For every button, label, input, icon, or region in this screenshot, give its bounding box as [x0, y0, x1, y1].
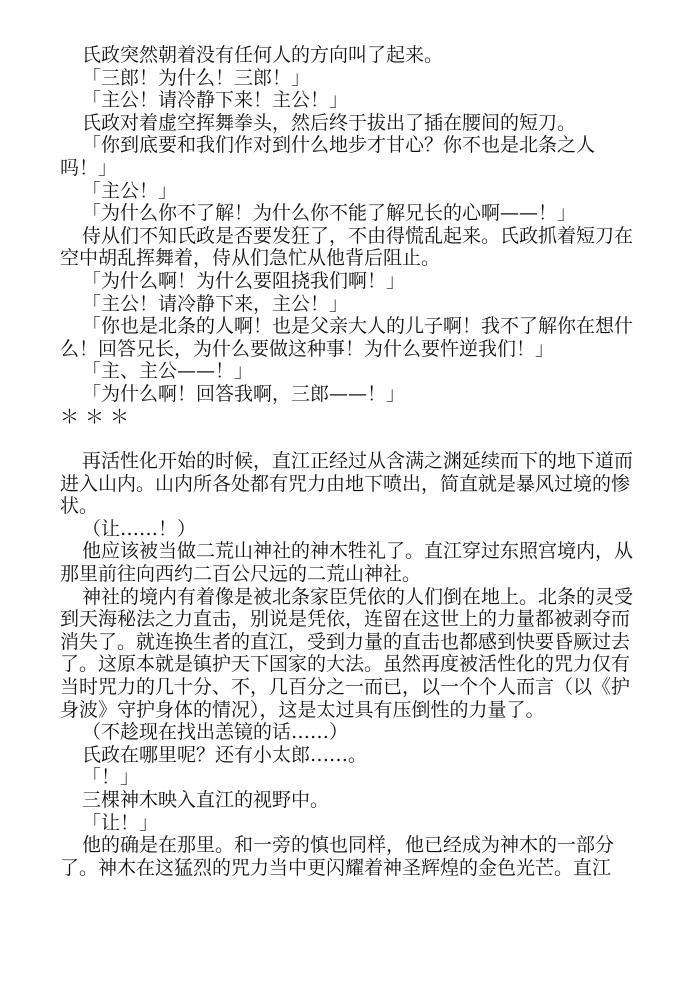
paragraph: 他的确是在那里。和一旁的慎也同样，他已经成为神木的一部分了。神木在这猛烈的咒力当中更闪耀着神圣辉煌的金色光芒。直江	[60, 834, 615, 879]
dialogue-line: 「你到底要和我们作对到什么地步才甘心？你不也是北条之人吗！」	[60, 134, 596, 179]
dialogue-line: 「主公！请冷静下来，主公！」	[82, 292, 349, 315]
dialogue-line: 「为什么啊！回答我啊，三郎——！」	[82, 382, 406, 405]
paragraph: 侍从们不知氏政是否要发狂了，不由得慌乱起来。氏政抓着短刀在空中胡乱挥舞着，侍从们急忙从他背后阻止。	[60, 224, 634, 270]
paragraph: 三棵神木映入直江的视野中。	[82, 789, 330, 811]
section-separator: ＊＊＊	[60, 405, 136, 428]
dialogue-line: 「你也是北条的人啊！也是父亲大人的儿子啊！我不了解你在想什么！回答兄长，为什么要做这种事！为什么要忤逆我们！」	[60, 315, 634, 360]
paragraph: 神社的境内有着像是被北条家臣凭依的人们倒在地上。北条的灵受到天海秘法之力直击，别说是凭依，连留在这世上的力量都被剥夺而消失了。就连换生者的直江，受到力量的直击也都感到快要昏厥过去了。这原本就是镇护天下国家的大法。虽然再度被活性化的咒力仅有当时咒力的几十分、不，几百分之一而已，以一个个人而言（以《护身波》守护身体的情况），这是太过具有压倒性的力量了。	[60, 585, 634, 721]
dialogue-line: 「让！」	[82, 811, 159, 834]
paragraph: 再活性化开始的时候，直江正经过从含满之渊延续而下的地下道而进入山内。山内所各处都有咒力由地下喷出，简直就是暴风过境的惨状。	[60, 450, 634, 518]
dialogue-line: 「主公！」	[82, 179, 178, 202]
paragraph: 氏政对着虚空挥舞拳头，然后终于拔出了插在腰间的短刀。	[82, 111, 577, 134]
dialogue-line: 「为什么你不了解！为什么你不能了解兄长的心啊——！」	[82, 202, 577, 225]
dialogue-line: 「主公！请冷静下来！主公！」	[82, 89, 349, 112]
dialogue-line: 「！」	[82, 766, 140, 789]
novel-page	[60, 44, 640, 879]
paragraph: 他应该被当做二荒山神社的神木牲礼了。直江穿过东照宫境内，从那里前往向西约二百公尺远的二荒山神社。	[60, 540, 634, 586]
inner-thought: （不趁现在找出恙镜的话……）	[82, 721, 349, 744]
dialogue-line: 「为什么啊！为什么要阻挠我们啊！」	[82, 269, 406, 292]
paragraph: 氏政突然朝着没有任何人的方向叫了起来。	[82, 44, 444, 66]
dialogue-line: 「主、主公——！」	[82, 360, 254, 383]
dialogue-line: 「三郎！为什么！三郎！」	[82, 66, 311, 89]
paragraph: 氏政在哪里呢？还有小太郎……。	[82, 743, 368, 766]
inner-thought: （让……！）	[82, 517, 197, 540]
